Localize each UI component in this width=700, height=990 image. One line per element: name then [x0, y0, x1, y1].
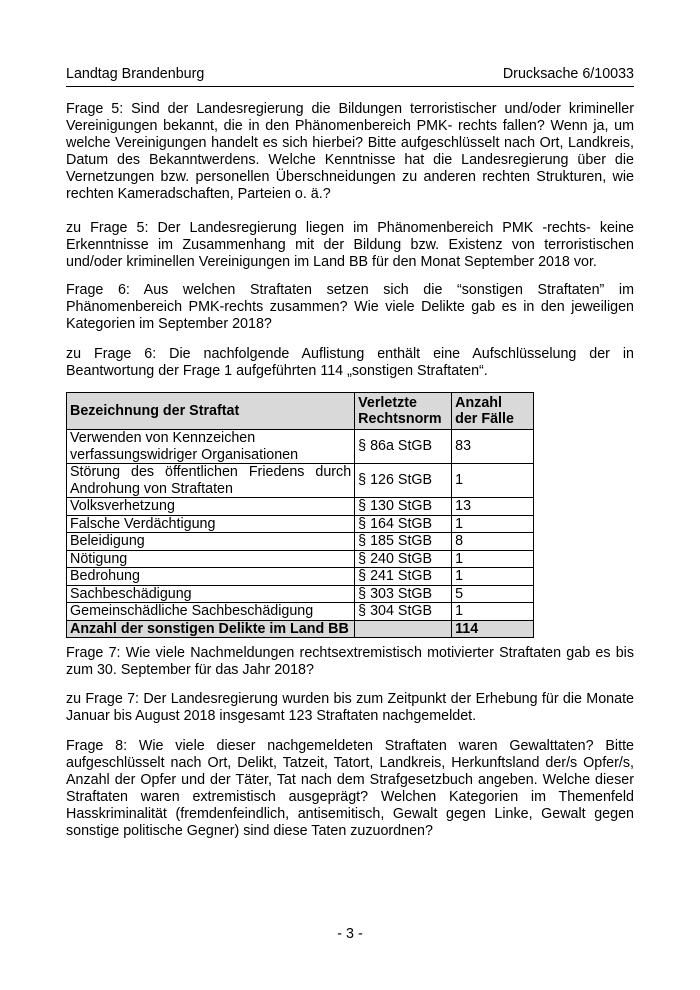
question-6: Frage 6: Aus welchen Straftaten setzen sich die “sonstigen Straftaten” im Phänomenbereich PMK-rechts zusammen? Wie viele Delikte gab es in den jeweiligen Kategorien im September 2018? — [66, 282, 634, 332]
table-row — [67, 464, 534, 498]
page-number: - 3 - — [337, 926, 363, 942]
offense-name — [67, 430, 355, 464]
case-count: 1 — [452, 515, 534, 533]
table-row — [67, 603, 534, 621]
table-row — [67, 568, 534, 586]
offense-name: Volksverhetzung — [67, 498, 355, 516]
offense-name: Beleidigung — [67, 533, 355, 551]
case-count: 1 — [452, 568, 534, 586]
legal-norm: § 304 StGB — [355, 603, 452, 621]
offense-name-line2: verfassungswidriger Organisationen — [70, 446, 299, 463]
legal-norm: § 126 StGB — [355, 464, 452, 498]
page-header — [66, 66, 634, 87]
legal-norm: § 164 StGB — [355, 515, 452, 533]
legal-norm: § 241 StGB — [355, 568, 452, 586]
header-legal-norm-line1: Verletzte — [358, 394, 417, 411]
legal-norm: § 185 StGB — [355, 533, 452, 551]
header-case-count-line2: der Fälle — [455, 411, 514, 427]
header-case-count-line1: Anzahl — [455, 394, 502, 411]
question-7: Frage 7: Wie viele Nachmeldungen rechtsextremistisch motivierter Straftaten gab es bis zum 30. September für das Jahr 2018? — [66, 645, 634, 678]
question-5: Frage 5: Sind der Landesregierung die Bildungen terroristischer und/oder krimineller Vereinigungen bekannt, die in den Phänomenbereich PMK- rechts fallen? Wenn ja, um welche Vereinigungen handelt es sich hierbei? Bitte aufgeschlüsselt nach Ort, Landkreis, Datum des Bekanntwerdens. Welche Kenntnisse hat die Landesregierung über die Vernetzungen bzw. personellen Überschneidungen zu anderen rechten Strukturen, wie rechten Kameradschaften, Parteien o. ä.? — [66, 101, 634, 202]
offense-name-line1: Störung des öffentlichen Friedens durch — [70, 464, 352, 480]
offense-name: Bedrohung — [67, 568, 355, 586]
header-case-count — [452, 393, 534, 430]
legal-norm: § 240 StGB — [355, 550, 452, 568]
table-total-row — [67, 620, 534, 638]
legal-norm: § 303 StGB — [355, 585, 452, 603]
offense-name: Nötigung — [67, 550, 355, 568]
table-row — [67, 585, 534, 603]
legal-norm: § 86a StGB — [355, 430, 452, 464]
table-row — [67, 515, 534, 533]
offense-name-line2: Androhung von Straftaten — [70, 480, 233, 497]
legal-norm: § 130 StGB — [355, 498, 452, 516]
header-parliament-name: Landtag Brandenburg — [66, 66, 205, 82]
table-row — [67, 498, 534, 516]
total-label: Anzahl der sonstigen Delikte im Land BB — [67, 620, 355, 638]
header-document-number: Drucksache 6/10033 — [502, 66, 634, 82]
case-count: 1 — [452, 464, 534, 498]
offense-name: Gemeinschädliche Sachbeschädigung — [67, 603, 355, 621]
case-count: 83 — [452, 430, 534, 464]
header-legal-norm-line2: Rechtsnorm — [358, 411, 442, 427]
table-row — [67, 533, 534, 551]
offense-name: Falsche Verdächtigung — [67, 515, 355, 533]
offense-name-line1: Verwenden von Kennzeichen — [70, 430, 256, 446]
answer-6: zu Frage 6: Die nachfolgende Auflistung enthält eine Aufschlüsselung der in Beantwortung der Frage 1 aufgeführten 114 „sonstigen Straftaten“. — [66, 346, 634, 379]
offense-name — [67, 464, 355, 498]
case-count: 1 — [452, 550, 534, 568]
answer-5: zu Frage 5: Der Landesregierung liegen im Phänomenbereich PMK -rechts- keine Erkenntnisse im Zusammenhang mit der Bildung bzw. Existenz von terroristischen und/oder kriminellen Vereinigungen im Land BB für den Monat September 2018 vor. — [66, 220, 634, 270]
case-count: 8 — [452, 533, 534, 551]
table-row — [67, 550, 534, 568]
header-offense-name: Bezeichnung der Straftat — [67, 393, 355, 430]
total-count: 114 — [452, 620, 534, 638]
table-row — [67, 430, 534, 464]
case-count: 5 — [452, 585, 534, 603]
case-count: 13 — [452, 498, 534, 516]
offense-table — [66, 392, 534, 638]
header-legal-norm — [355, 393, 452, 430]
total-empty-cell — [355, 620, 452, 638]
offense-name: Sachbeschädigung — [67, 585, 355, 603]
answer-7: zu Frage 7: Der Landesregierung wurden bis zum Zeitpunkt der Erhebung für die Monate Januar bis August 2018 insgesamt 123 Straftaten nachgemeldet. — [66, 691, 634, 724]
case-count: 1 — [452, 603, 534, 621]
table-header-row — [67, 393, 534, 430]
question-8: Frage 8: Wie viele dieser nachgemeldeten Straftaten waren Gewalttaten? Bitte aufgeschlüsselt nach Ort, Delikt, Tatzeit, Tatort, Landkreis, Herkunftsland der/s Opfer/s, Anzahl der Opfer und der Täter, Tat nach dem Strafgesetzbuch angeben. Welche dieser Straftaten waren extremistisch ausgeprägt? Welchen Kategorien im Themenfeld Hasskriminalität (fremdenfeindlich, antisemitisch, Gewalt gegen Linke, Gewalt gegen sonstige politische Gegner) sind diese Taten zuzuordnen? — [66, 738, 634, 839]
